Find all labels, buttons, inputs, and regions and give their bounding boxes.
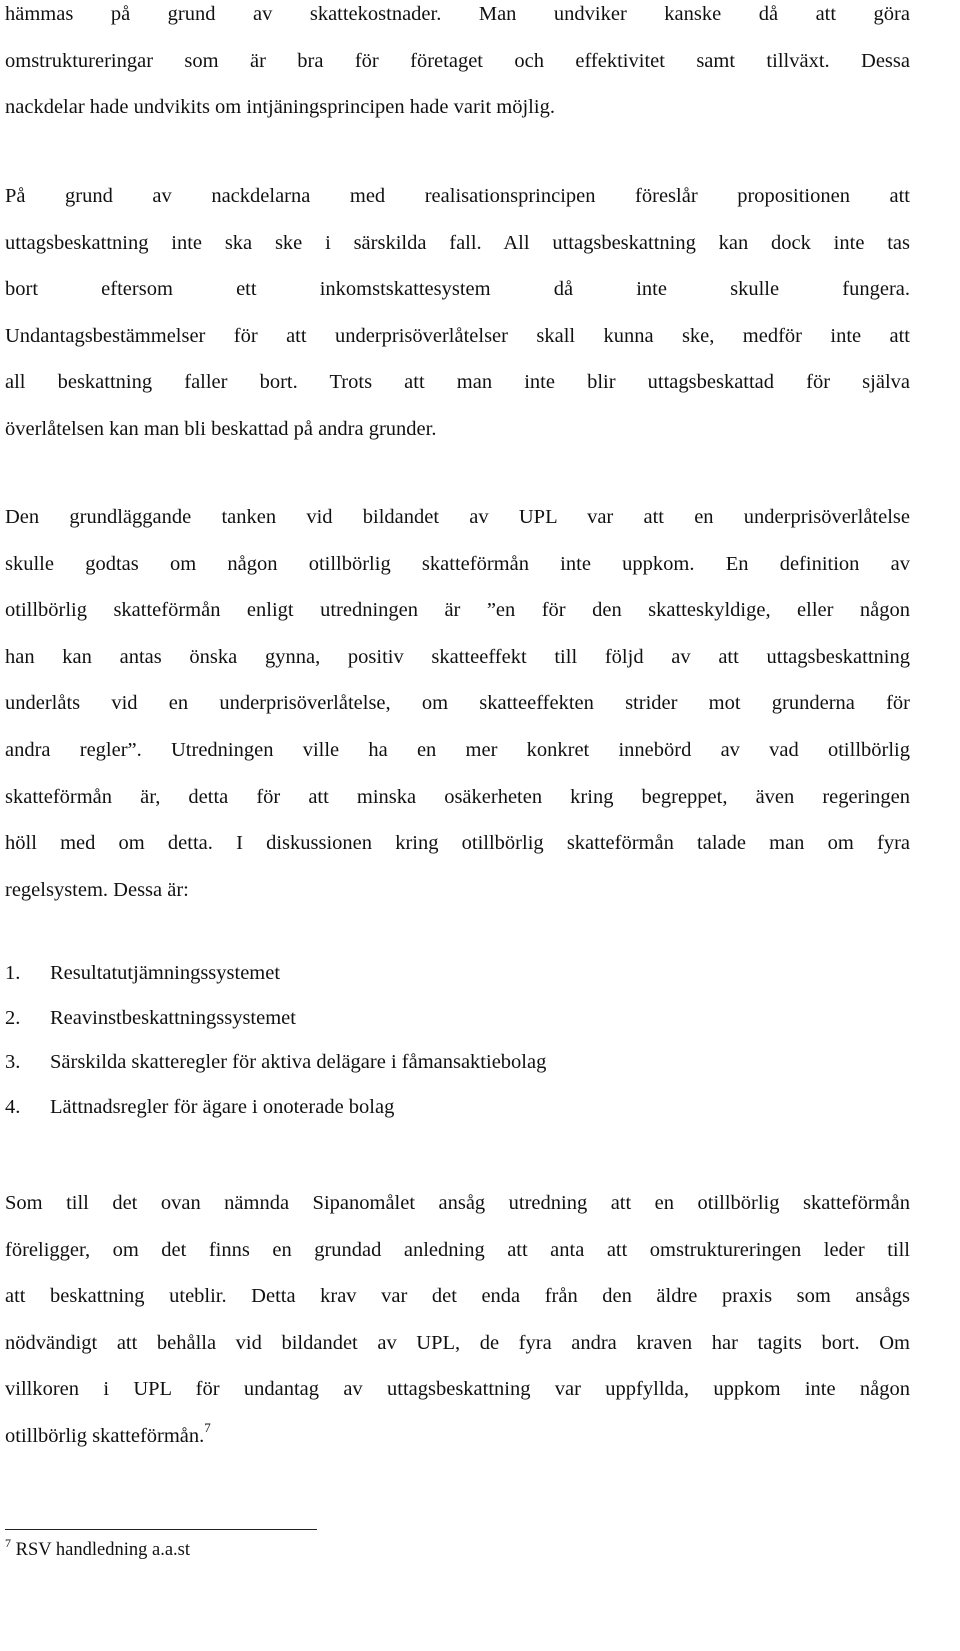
- list-item-text: Resultatutjämningssystemet: [50, 962, 281, 984]
- paragraph-1: [5, 0, 910, 131]
- paragraph-2: [5, 173, 910, 453]
- text-line-with-footnote: [5, 1413, 910, 1460]
- list-item: [5, 1040, 910, 1085]
- list-item: [5, 951, 910, 996]
- list-item: [5, 1085, 910, 1130]
- list-item: [5, 996, 910, 1041]
- text-line: Den grundläggande tanken vid bildandet av UPL var att en underprisöverlåtelse: [5, 506, 910, 528]
- text-line: uttagsbeskattning inte ska ske i särskilda fall. All uttagsbeskattning kan dock inte tas: [5, 231, 910, 254]
- text-line: hämmas på grund av skattekostnader. Man undviker kanske då att göra: [5, 3, 910, 25]
- text-line: all beskattning faller bort. Trots att man inte blir uttagsbeskattad för själva: [5, 371, 910, 394]
- list-item-text: Reavinstbeskattningssystemet: [50, 1006, 296, 1029]
- text-line: regelsystem. Dessa är:: [5, 878, 189, 901]
- text-line: otillbörlig skatteförmån enligt utredningen är ”en för den skatteskyldige, eller någon: [5, 599, 910, 622]
- list-item-number: 4.: [5, 1096, 21, 1119]
- text-line: Undantagsbestämmelser för att underprisöverlåtelser skall kunna ske, medför inte att: [5, 324, 910, 347]
- text-line: underlåts vid en underprisöverlåtelse, om skatteeffekten strider mot grunderna för: [5, 692, 910, 715]
- text-line: föreligger, om det finns en grundad anledning att anta att omstruktureringen leder till: [5, 1238, 910, 1261]
- text-line: att beskattning uteblir. Detta krav var det enda från den äldre praxis som ansågs: [5, 1285, 910, 1308]
- text-line: På grund av nackdelarna med realisationsprincipen föreslår propositionen att: [5, 185, 910, 207]
- footnote-number: 7: [5, 1536, 11, 1550]
- text-line: nödvändigt att behålla vid bildandet av UPL, de fyra andra kraven har tagits bort. Om: [5, 1331, 910, 1354]
- paragraph-3: [5, 494, 910, 913]
- text-line: höll med om detta. I diskussionen kring otillbörlig skatteförmån talade man om fyra: [5, 832, 910, 855]
- footnote-text: RSV handledning a.a.st: [15, 1540, 190, 1560]
- paragraph-4: [5, 1180, 910, 1460]
- text-line: villkoren i UPL för undantag av uttagsbeskattning var uppfyllda, uppkom inte någon: [5, 1378, 910, 1401]
- list-item-number: 1.: [5, 962, 21, 984]
- text-line: överlåtelsen kan man bli beskattad på andra grunder.: [5, 417, 437, 440]
- text-line: han kan antas önska gynna, positiv skatteeffekt till följd av att uttagsbeskattning: [5, 645, 910, 668]
- footnote-separator: [5, 1529, 317, 1530]
- footnote-reference[interactable]: 7: [204, 1419, 211, 1435]
- text-line: bort eftersom ett inkomstskattesystem då inte skulle fungera.: [5, 278, 910, 301]
- list-item-text: Lättnadsregler för ägare i onoterade bolag: [50, 1096, 395, 1119]
- text-line: skulle godtas om någon otillbörlig skatteförmån inte uppkom. En definition av: [5, 552, 910, 575]
- list-item-text: Särskilda skatteregler för aktiva delägare i fåmansaktiebolag: [50, 1051, 547, 1074]
- text-line: andra regler”. Utredningen ville ha en mer konkret innebörd av vad otillbörlig: [5, 738, 910, 761]
- list-item-number: 3.: [5, 1051, 21, 1074]
- text-line: nackdelar hade undvikits om intjäningsprincipen hade varit möjlig.: [5, 96, 555, 119]
- text-line: otillbörlig skatteförmån.: [5, 1424, 205, 1447]
- list-item-number: 2.: [5, 1006, 21, 1029]
- text-line: omstruktureringar som är bra för företaget och effektivitet samt tillväxt. Dessa: [5, 49, 910, 72]
- text-line: Som till det ovan nämnda Sipanomålet ansåg utredning att en otillbörlig skatteförmån: [5, 1192, 910, 1214]
- text-line: skatteförmån är, detta för att minska osäkerheten kring begreppet, även regeringen: [5, 785, 910, 808]
- numbered-list: [5, 951, 910, 1130]
- footnote: [5, 1536, 190, 1561]
